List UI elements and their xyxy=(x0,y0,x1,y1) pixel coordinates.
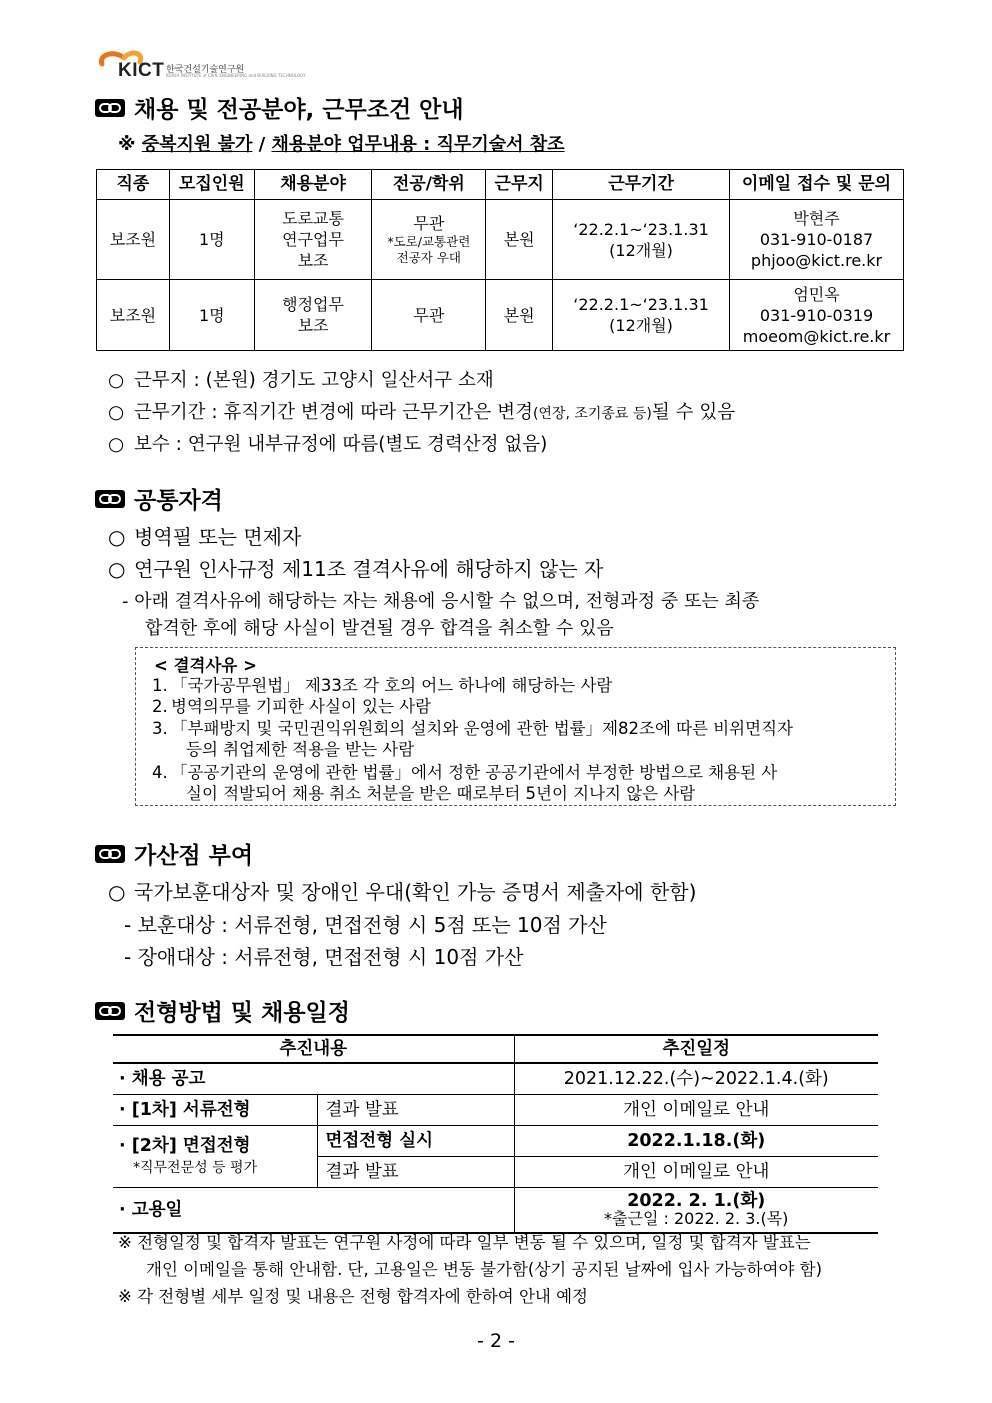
table-row: · [1차] 서류전형 결과 발표 개인 이메일로 안내 xyxy=(113,1095,878,1126)
th-field: 채용분야 xyxy=(254,170,372,200)
schedule-note-1-cont: 개인 이메일을 통해 안내함. 단, 고용일은 변동 불가함(상기 공지된 날짜에 입사 가능하여야 함) xyxy=(146,1260,823,1279)
th-place: 근무지 xyxy=(486,170,553,200)
recruitment-table xyxy=(96,169,904,351)
table-header-row: 추진내용 추진일정 xyxy=(113,1035,878,1063)
bullet-disqualification: ○ 연구원 인사규정 제11조 결격사유에 해당하지 않는 자 xyxy=(108,557,604,581)
bullet-period: ○ 근무기간 : 휴직기간 변경에 따라 근무기간은 변경(연장, 조기종료 등)될 수 있음 xyxy=(108,402,736,423)
th-period: 근무기간 xyxy=(553,170,730,200)
link-icon xyxy=(94,488,126,510)
list-item-cont: 등의 취업제한 적용을 받는 사람 xyxy=(186,740,415,759)
contact-email[interactable]: moeom@kict.re.kr xyxy=(742,326,891,346)
table-row: 보조원 1명 도로교통 연구업무 보조 무관 *도로/교통관련 전공자 우대 본원 ‘22.2.1~‘23.1.31 (12개월) 박현주 031-910-0187 phjoo@kict.re.kr xyxy=(97,200,904,280)
link-icon xyxy=(94,1000,126,1022)
kict-logo xyxy=(96,48,306,84)
th-count: 모집인원 xyxy=(169,170,254,200)
logo-org-en: KOREA INSTITUTE of CIVIL ENGINEERING and BUILDING TECHNOLOGY xyxy=(166,73,306,78)
table-row: 결과 발표 개인 이메일로 안내 xyxy=(113,1157,878,1188)
section-title-bonus: 가산점 부여 xyxy=(94,837,253,870)
dash-veteran: - 보훈대상 : 서류전형, 면접전형 시 5점 또는 10점 가산 xyxy=(124,913,607,937)
bullet-workplace: ○ 근무지 : (본원) 경기도 고양시 일산서구 소재 xyxy=(108,370,494,391)
bullet-veteran: ○ 국가보훈대상자 및 장애인 우대(확인 가능 증명서 제출자에 한함) xyxy=(108,880,697,904)
logo-org: 한국건설기술연구원 xyxy=(166,65,245,75)
link-icon xyxy=(94,97,126,119)
list-item: 3. 「부패방지 및 국민권익위원회의 설치와 운영에 관한 법률」제82조에 따른 비위면직자 xyxy=(152,719,793,738)
disqualification-box xyxy=(135,647,896,806)
table-header-row xyxy=(97,170,904,200)
table-row: · 채용 공고 2021.12.22.(수)~2022.1.4.(화) xyxy=(113,1063,878,1095)
link-icon xyxy=(94,843,126,865)
page-number: - 2 - xyxy=(477,1330,515,1352)
logo-text: KICT xyxy=(118,60,165,81)
dash-disqualification-l1: - 아래 결격사유에 해당하는 자는 채용에 응시할 수 없으며, 전형과정 중 또는 최종 xyxy=(122,591,760,612)
table-row: · [2차] 면접전형 *직무전문성 등 평가 면접전형 실시 2022.1.18.(화) xyxy=(113,1126,878,1157)
bullet-salary: ○ 보수 : 연구원 내부규정에 따름(별도 경력산정 없음) xyxy=(108,434,548,455)
th-major: 전공/학위 xyxy=(372,170,486,200)
dash-disqualification-l2: 합격한 후에 해당 사실이 발견될 경우 합격을 취소할 수 있음 xyxy=(145,618,614,639)
bullet-military: ○ 병역필 또는 면제자 xyxy=(108,525,302,549)
list-item: 2. 병역의무를 기피한 사실이 있는 사람 xyxy=(152,697,432,716)
contact-email[interactable]: phjoo@kict.re.kr xyxy=(750,251,883,270)
section-title-recruitment: 채용 및 전공분야, 근무조건 안내 xyxy=(94,91,464,124)
th-contact: 이메일 접수 및 문의 xyxy=(730,170,904,200)
dash-disabled: - 장애대상 : 서류전형, 면접전형 시 10점 가산 xyxy=(124,945,524,969)
schedule-note-2: ※ 각 전형별 세부 일정 및 내용은 전형 합격자에 한하여 안내 예정 xyxy=(118,1287,588,1306)
table-row: · 고용일 2022. 2. 1.(화) *출근일 : 2022. 2. 3.(목) xyxy=(113,1188,878,1234)
section-title-schedule: 전형방법 및 채용일정 xyxy=(94,994,350,1027)
box-title: < 결격사유 > xyxy=(154,656,257,675)
table-row: 보조원 1명 행정업무 보조 무관 본원 ‘22.2.1~‘23.1.31 (12개월) 엄민옥 031-910-0319 moeom@kict.re.kr xyxy=(97,280,904,351)
section-title-qualification: 공통자격 xyxy=(94,482,223,515)
schedule-table xyxy=(113,1034,878,1234)
list-item: 1. 「국가공무원법」 제33조 각 호의 어느 하나에 해당하는 사람 xyxy=(152,676,613,695)
th-job: 직종 xyxy=(97,170,170,200)
list-item: 4. 「공공기관의 운영에 관한 법률」에서 정한 공공기관에서 부정한 방법으로 채용된 사 xyxy=(152,763,778,782)
schedule-note-1: ※ 전형일정 및 합격자 발표는 연구원 사정에 따라 일부 변동 될 수 있으며, 일정 및 합격자 발표는 xyxy=(118,1233,811,1252)
list-item-cont: 실이 적발되어 채용 취소 처분을 받은 때로부터 5년이 지나지 않은 사람 xyxy=(186,784,696,803)
duplicate-note: ※ 중복지원 불가 / 채용분야 업무내용 : 직무기술서 참조 xyxy=(118,134,565,155)
